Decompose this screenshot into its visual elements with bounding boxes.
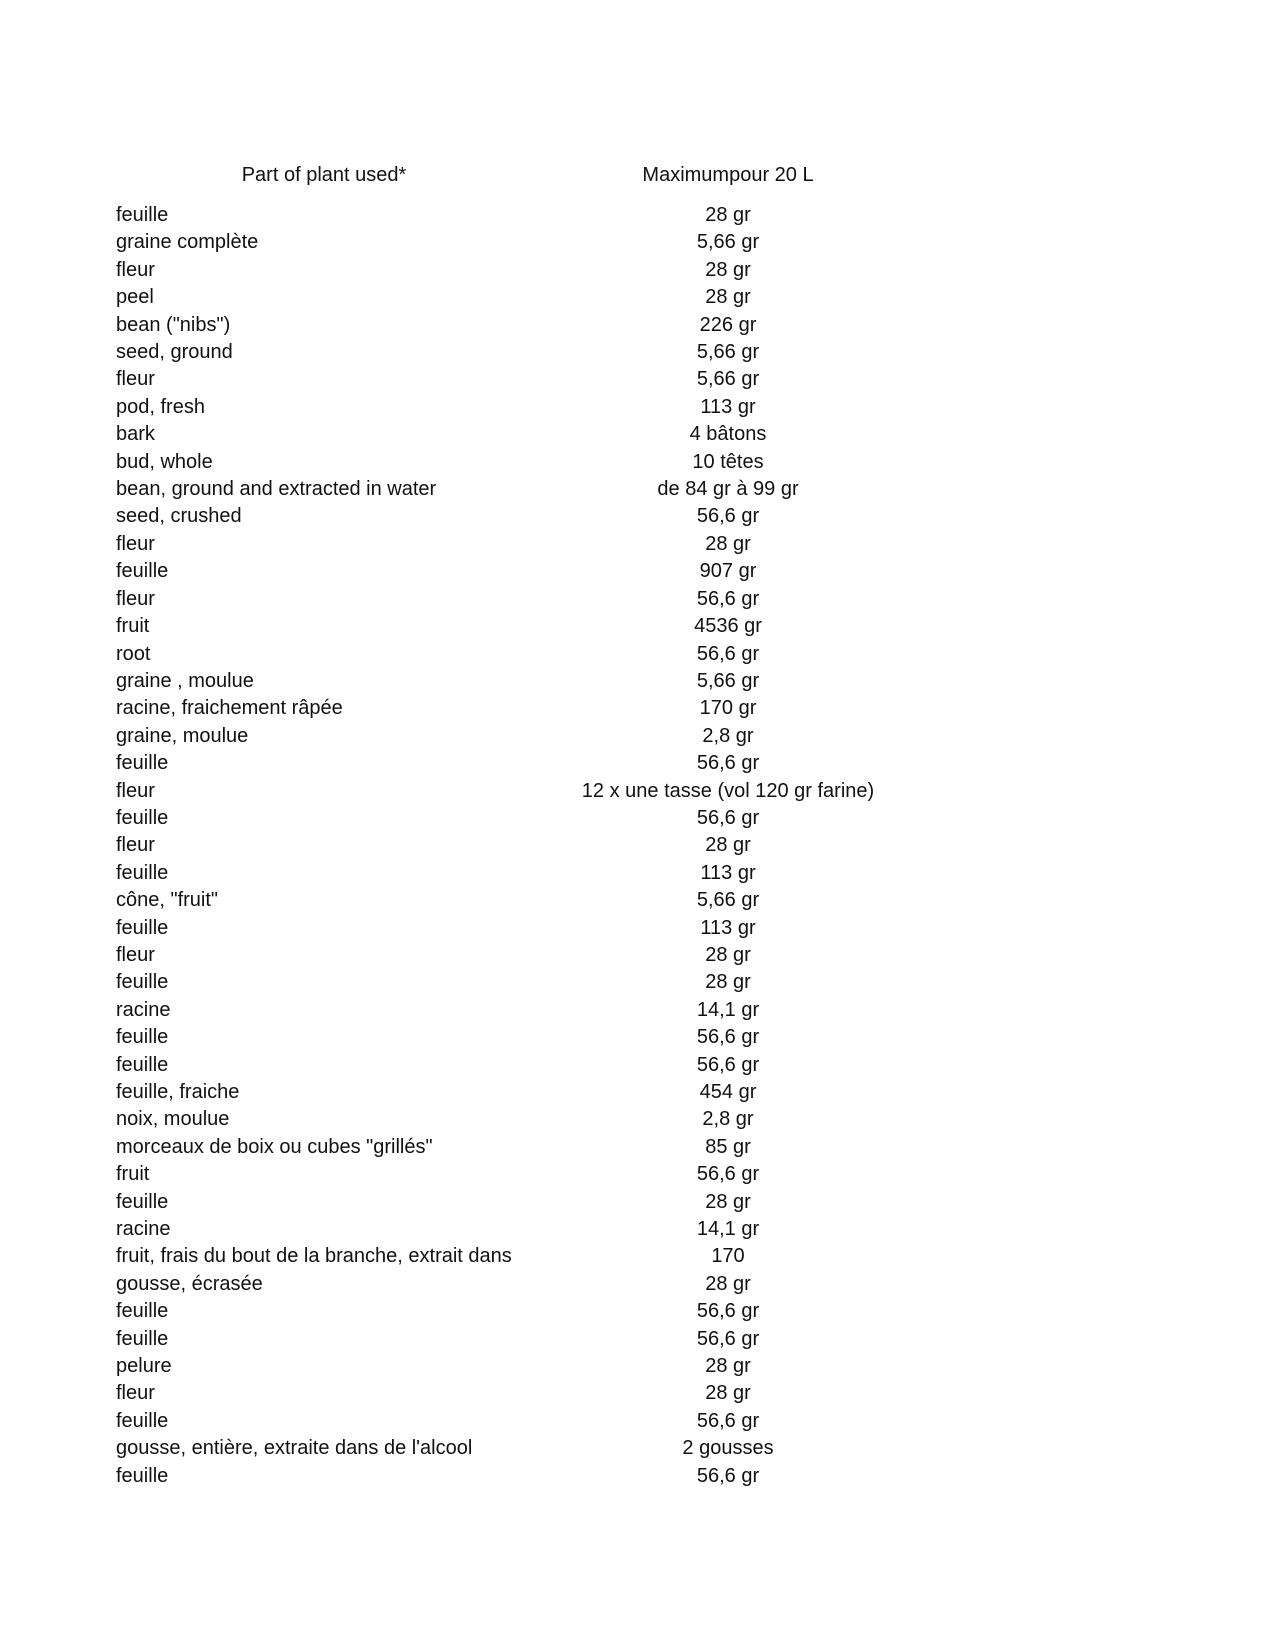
cell-maximum-amount: 56,6 gr <box>696 1409 760 1432</box>
table-row <box>0 723 1275 750</box>
table-row <box>0 503 1275 530</box>
cell-plant-part: seed, ground <box>116 341 233 364</box>
cell-plant-part: fleur <box>116 779 155 802</box>
cell-maximum-amount: 113 gr <box>700 916 756 939</box>
cell-maximum-amount: 113 gr <box>700 395 756 418</box>
cell-maximum-amount: 10 têtes <box>692 450 764 473</box>
cell-plant-part: feuille <box>116 1190 169 1213</box>
cell-maximum-amount: 226 gr <box>699 313 757 336</box>
cell-maximum-amount: 28 gr <box>705 532 751 555</box>
table-row <box>0 1052 1275 1079</box>
table-row <box>0 778 1275 805</box>
table-row <box>0 1435 1275 1462</box>
cell-plant-part: bud, whole <box>116 450 213 473</box>
cell-maximum-amount: 5,66 gr <box>696 669 760 692</box>
cell-plant-part: pod, fresh <box>116 395 205 418</box>
table-row <box>0 1298 1275 1325</box>
cell-maximum-amount: 12 x une tasse (vol 120 gr farine) <box>581 779 875 802</box>
cell-maximum-amount: 2,8 gr <box>702 724 754 747</box>
cell-maximum-amount: 28 gr <box>705 1190 751 1213</box>
table-row <box>0 1134 1275 1161</box>
table-row <box>0 915 1275 942</box>
table-row <box>0 1216 1275 1243</box>
table-row <box>0 1024 1275 1051</box>
cell-plant-part: feuille <box>116 1300 169 1323</box>
table-row <box>0 531 1275 558</box>
cell-plant-part: feuille <box>116 752 169 775</box>
cell-maximum-amount: 28 gr <box>705 204 751 226</box>
table-row <box>0 1079 1275 1106</box>
cell-maximum-amount: 14,1 gr <box>696 1218 760 1241</box>
cell-plant-part: fruit <box>116 1163 150 1186</box>
table-row <box>0 1189 1275 1216</box>
cell-maximum-amount: 454 gr <box>699 1081 757 1103</box>
cell-plant-part: bean, ground and extracted in water <box>116 478 437 501</box>
table-row <box>0 1161 1275 1188</box>
cell-maximum-amount: 28 gr <box>705 1355 751 1378</box>
cell-maximum-amount: 28 gr <box>705 834 751 857</box>
table-row <box>0 229 1275 256</box>
cell-maximum-amount: 4536 gr <box>694 615 762 638</box>
header-maximum: Maximumpour 20 L <box>642 164 814 186</box>
cell-plant-part: root <box>116 642 151 665</box>
cell-plant-part: gousse, écrasée <box>116 1272 263 1295</box>
table-row <box>0 312 1275 339</box>
table-row <box>0 805 1275 832</box>
cell-maximum-amount: 5,66 gr <box>696 231 760 254</box>
table-row <box>0 832 1275 859</box>
table-row <box>0 997 1275 1024</box>
cell-maximum-amount: de 84 gr à 99 gr <box>657 478 799 501</box>
cell-maximum-amount: 2,8 gr <box>702 1108 754 1131</box>
table-row <box>0 860 1275 887</box>
cell-maximum-amount: 28 gr <box>705 943 751 966</box>
table-row <box>0 887 1275 914</box>
cell-maximum-amount: 170 <box>711 1245 745 1268</box>
cell-maximum-amount: 2 gousses <box>682 1437 774 1460</box>
cell-maximum-amount: 56,6 gr <box>696 1163 760 1186</box>
cell-plant-part: graine complète <box>116 231 259 254</box>
cell-maximum-amount: 4 bâtons <box>689 423 767 446</box>
table-row <box>0 750 1275 777</box>
cell-maximum-amount: 56,6 gr <box>696 1053 760 1076</box>
cell-plant-part: feuille <box>116 806 169 829</box>
table-row <box>0 668 1275 695</box>
table-row <box>0 257 1275 284</box>
cell-plant-part: fleur <box>116 532 155 555</box>
table-row <box>0 284 1275 311</box>
cell-maximum-amount: 113 gr <box>700 861 756 884</box>
table-row <box>0 1353 1275 1380</box>
table-row <box>0 449 1275 476</box>
cell-maximum-amount: 85 gr <box>705 1135 751 1158</box>
cell-plant-part: racine <box>116 998 171 1021</box>
cell-maximum-amount: 56,6 gr <box>696 1464 760 1487</box>
cell-maximum-amount: 56,6 gr <box>696 587 760 610</box>
table-row <box>0 613 1275 640</box>
cell-maximum-amount: 14,1 gr <box>696 998 760 1021</box>
table-row <box>0 1326 1275 1353</box>
table-header <box>0 164 1275 190</box>
cell-maximum-amount: 907 gr <box>699 560 757 583</box>
cell-plant-part: fleur <box>116 1382 155 1405</box>
cell-maximum-amount: 5,66 gr <box>696 368 760 391</box>
cell-plant-part: racine <box>116 1218 171 1241</box>
table-row <box>0 969 1275 996</box>
cell-maximum-amount: 56,6 gr <box>696 505 760 528</box>
header-part-of-plant: Part of plant used* <box>241 164 407 186</box>
table-row <box>0 695 1275 722</box>
cell-plant-part: feuille <box>116 916 169 939</box>
cell-plant-part: gousse, entière, extraite dans de l'alcool <box>116 1437 473 1460</box>
table-row <box>0 641 1275 668</box>
table-row <box>0 1463 1275 1490</box>
cell-plant-part: feuille <box>116 1409 169 1432</box>
cell-plant-part: graine, moulue <box>116 724 249 747</box>
table-row <box>0 1243 1275 1270</box>
cell-plant-part: seed, crushed <box>116 505 242 528</box>
table-row <box>0 476 1275 503</box>
cell-plant-part: feuille <box>116 560 169 583</box>
cell-maximum-amount: 5,66 gr <box>696 341 760 364</box>
table-row <box>0 558 1275 585</box>
cell-plant-part: cône, "fruit" <box>116 889 219 912</box>
table-row <box>0 1408 1275 1435</box>
table-row <box>0 202 1275 229</box>
table-row <box>0 421 1275 448</box>
cell-plant-part: feuille <box>116 1464 169 1487</box>
cell-maximum-amount: 28 gr <box>705 971 751 994</box>
cell-maximum-amount: 170 gr <box>699 697 757 720</box>
cell-maximum-amount: 5,66 gr <box>696 889 760 912</box>
cell-plant-part: fruit, frais du bout de la branche, extrait dans <box>116 1245 512 1268</box>
cell-maximum-amount: 56,6 gr <box>696 752 760 775</box>
cell-maximum-amount: 28 gr <box>705 1272 751 1295</box>
table-row <box>0 942 1275 969</box>
cell-plant-part: fleur <box>116 368 155 391</box>
cell-plant-part: racine, fraichement râpée <box>116 697 343 720</box>
cell-maximum-amount: 56,6 gr <box>696 806 760 829</box>
cell-maximum-amount: 56,6 gr <box>696 642 760 665</box>
cell-plant-part: feuille <box>116 1026 169 1049</box>
table-body <box>0 202 1275 1490</box>
cell-plant-part: feuille <box>116 971 169 994</box>
table-row <box>0 1271 1275 1298</box>
cell-plant-part: fleur <box>116 587 155 610</box>
cell-plant-part: fleur <box>116 834 155 857</box>
table-row <box>0 1106 1275 1133</box>
cell-plant-part: graine , moulue <box>116 669 254 692</box>
table-row <box>0 1380 1275 1407</box>
cell-plant-part: bean ("nibs") <box>116 313 231 336</box>
cell-plant-part: fleur <box>116 258 155 281</box>
cell-maximum-amount: 28 gr <box>705 1382 751 1405</box>
table-row <box>0 366 1275 393</box>
cell-maximum-amount: 28 gr <box>705 258 751 281</box>
cell-maximum-amount: 56,6 gr <box>696 1026 760 1049</box>
cell-maximum-amount: 28 gr <box>705 286 751 309</box>
cell-maximum-amount: 56,6 gr <box>696 1327 760 1350</box>
table-row <box>0 339 1275 366</box>
cell-plant-part: feuille <box>116 1327 169 1350</box>
cell-plant-part: noix, moulue <box>116 1108 230 1131</box>
cell-plant-part: fleur <box>116 943 155 966</box>
cell-plant-part: bark <box>116 423 155 446</box>
table-row <box>0 394 1275 421</box>
cell-plant-part: peel <box>116 286 154 309</box>
cell-plant-part: feuille <box>116 861 169 884</box>
table-row <box>0 586 1275 613</box>
cell-plant-part: feuille, fraiche <box>116 1081 240 1103</box>
cell-maximum-amount: 56,6 gr <box>696 1300 760 1323</box>
cell-plant-part: feuille <box>116 204 169 226</box>
cell-plant-part: pelure <box>116 1355 172 1378</box>
cell-plant-part: morceaux de boix ou cubes "grillés" <box>116 1135 433 1158</box>
cell-plant-part: fruit <box>116 615 150 638</box>
cell-plant-part: feuille <box>116 1053 169 1076</box>
